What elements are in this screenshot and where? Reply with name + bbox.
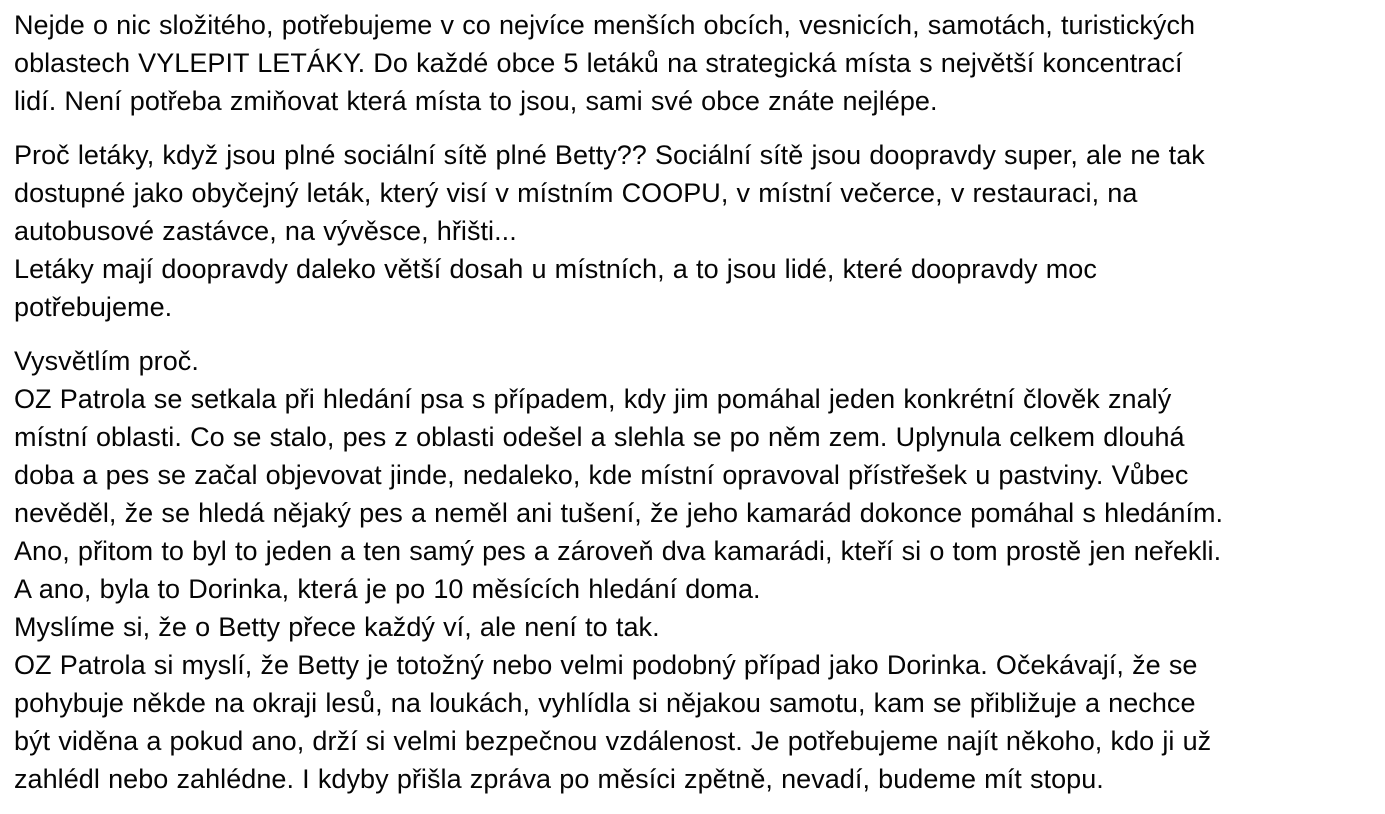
paragraph-1 [14,6,1378,120]
text-line: Proč letáky, když jsou plné sociální sítě plné Betty?? Sociální sítě jsou doopravdy super, ale ne tak [14,140,1205,170]
post-body [14,6,1378,814]
text-line: lidí. Není potřeba zmiňovat která místa to jsou, sami své obce znáte nejlépe. [14,86,938,116]
text-line: Nejde o nic složitého, potřebujeme v co nejvíce menších obcích, vesnicích, samotách, turistických [14,10,1196,40]
text-line: být viděna a pokud ano, drží si velmi bezpečnou vzdálenost. Je potřebujeme najít někoho, kdo ji už [14,726,1212,756]
text-line: autobusové zastávce, na vývěsce, hřišti... [14,216,517,246]
paragraph-2 [14,136,1378,326]
text-line: Vysvětlím proč. [14,346,199,376]
text-line: nevěděl, že se hledá nějaký pes a neměl ani tušení, že jeho kamarád dokonce pomáhal s hledáním. [14,498,1224,528]
text-line: A ano, byla to Dorinka, která je po 10 měsících hledání doma. [14,574,761,604]
text-line: zahlédl nebo zahlédne. I kdyby přišla zpráva po měsíci zpětně, nevadí, budeme mít stopu. [14,764,1104,794]
text-line: potřebujeme. [14,292,173,322]
text-line: pohybuje někde na okraji lesů, na loukách, vyhlídla si nějakou samotu, kam se přibližuje a nechce [14,688,1196,718]
text-line: Myslíme si, že o Betty přece každý ví, ale není to tak. [14,612,660,642]
text-line: dostupné jako obyčejný leták, který visí v místním COOPU, v místní večerce, v restauraci, na [14,178,1138,208]
text-line: doba a pes se začal objevovat jinde, nedaleko, kde místní opravoval přístřešek u pastviny. Vůbec [14,460,1189,490]
text-line: místní oblasti. Co se stalo, pes z oblasti odešel a slehla se po něm zem. Uplynula celkem dlouhá [14,422,1185,452]
paragraph-3 [14,342,1378,798]
text-line: OZ Patrola se setkala při hledání psa s případem, kdy jim pomáhal jeden konkrétní člověk znalý [14,384,1172,414]
text-line: Ano, přitom to byl to jeden a ten samý pes a zároveň dva kamarádi, kteří si o tom prostě jen neřekli. [14,536,1222,566]
text-line: Letáky mají doopravdy daleko větší dosah u místních, a to jsou lidé, které doopravdy moc [14,254,1097,284]
text-line: oblastech VYLEPIT LETÁKY. Do každé obce 5 letáků na strategická místa s největší koncentrací [14,48,1183,78]
text-line: OZ Patrola si myslí, že Betty je totožný nebo velmi podobný případ jako Dorinka. Očekávají, že se [14,650,1198,680]
